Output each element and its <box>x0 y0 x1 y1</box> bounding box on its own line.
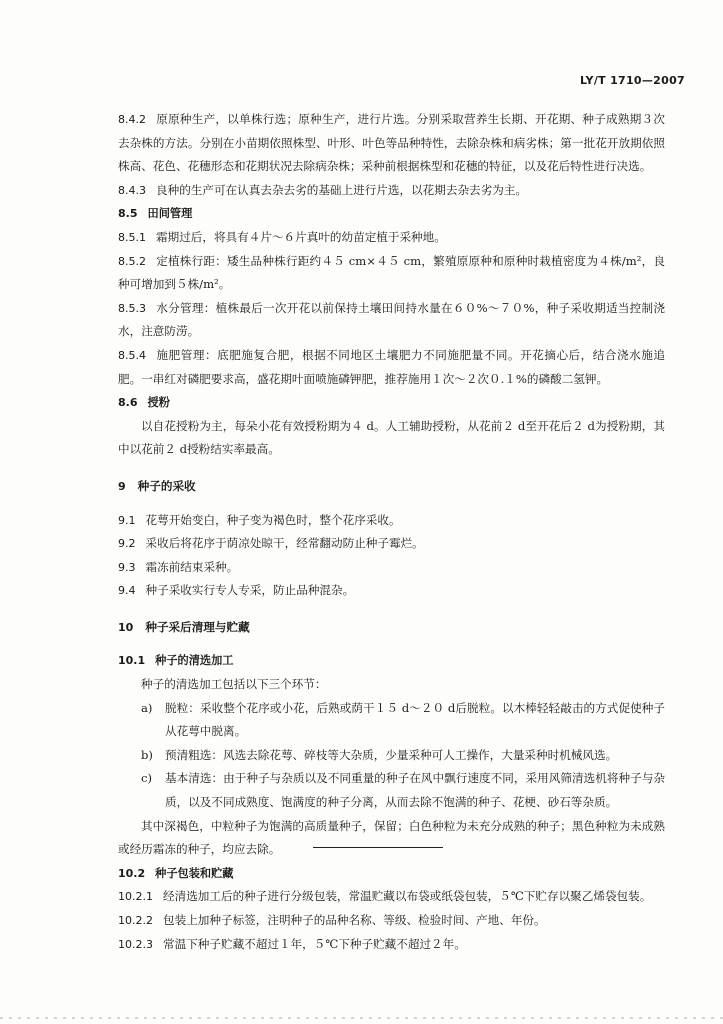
list-item <box>118 744 665 768</box>
clause-paragraph <box>118 297 665 344</box>
section-heading <box>118 616 665 640</box>
section-number: 10 <box>118 620 134 634</box>
clause-paragraph <box>118 885 665 909</box>
list-item-label: b) <box>141 747 153 762</box>
clause-number: 9.1 <box>118 513 136 527</box>
clause-paragraph <box>118 579 665 603</box>
body-text: 以自花授粉为主，每朵小花有效授粉期为４ d。人工辅助授粉，从花前２ d至开花后２ d为授粉期，其中以花前２ d授粉结实率最高。 <box>118 418 665 457</box>
body-text: 种子的清选加工包括以下三个环节： <box>141 677 327 692</box>
clause-number: 8.5.2 <box>118 254 146 268</box>
clause-paragraph <box>118 556 665 580</box>
clause-number: 10.2.3 <box>118 937 153 951</box>
end-of-standard-rule <box>313 847 443 848</box>
clause-paragraph <box>118 179 665 203</box>
section-heading <box>118 475 665 499</box>
subsection-heading <box>118 202 665 226</box>
subsection-title: 授粉 <box>147 396 170 410</box>
list-item <box>118 767 665 814</box>
clause-paragraph <box>118 226 665 250</box>
list-item-text: 预清粗选：风选去除花萼、碎枝等大杂质，少量采种可人工操作，大量采种时机械风选。 <box>165 747 618 762</box>
scan-edge-artifact <box>0 1017 723 1019</box>
subsection-number: 8.5 <box>118 207 138 221</box>
body-paragraph <box>118 815 665 862</box>
list-item-text: 脱粒：采收整个花序或小花，后熟或荫干１５ d～２０ d后脱粒。以木棒轻轻敲击的方式促使种子从花萼中脱离。 <box>165 700 665 739</box>
clause-paragraph <box>118 532 665 556</box>
clause-number: 8.4.3 <box>118 183 146 197</box>
clause-text: 原原种生产，以单株行选；原种生产，进行片选。分别采取营养生长期、开花期、种子成熟期３次去杂株的方法。分别在小苗期依照株型、叶形、叶色等品种特性，去除杂株和病劣株；第一批花开放期依照株高、花色、花穗形态和花期状况去除病杂株；采种前根据株型和花穗的特征，以及花后特性进行决选。 <box>118 112 665 174</box>
clause-text: 经清选加工后的种子进行分级包装，常温贮藏以布袋或纸袋包装，５℃下贮存以聚乙烯袋包装。 <box>163 889 652 904</box>
clause-text: 采收后将花序于荫凉处晾干，经常翻动防止种子霉烂。 <box>145 536 424 551</box>
document-body <box>118 108 665 956</box>
section-title: 种子采后清理与贮藏 <box>145 619 250 634</box>
list-item <box>118 697 665 744</box>
subsection-heading <box>118 649 665 673</box>
clause-number: 8.5.3 <box>118 301 146 315</box>
subsection-title: 种子的清选加工 <box>155 654 234 668</box>
clause-paragraph <box>118 344 665 391</box>
subsection-number: 8.6 <box>118 396 138 410</box>
body-text: 其中深褐色，中粒种子为饱满的高质量种子，保留；白色种粒为未充分成熟的种子；黑色种粒为未成熟或经历霜冻的种子，均应去除。 <box>118 818 665 857</box>
subsection-title: 种子包装和贮藏 <box>155 866 234 880</box>
clause-paragraph <box>118 933 665 957</box>
clause-number: 10.2.2 <box>118 914 153 927</box>
clause-text: 施肥管理：底肥施复合肥，根据不同地区土壤肥力不同施肥量不同。开花摘心后，结合浇水施追肥。一串红对磷肥要求高，盛花期叶面喷施磷钾肥，推荐施用１次～２次０.１%的磷酸二氢钾。 <box>118 347 665 386</box>
subsection-number: 10.1 <box>118 654 146 668</box>
clause-text: 种子采收实行专人专采，防止品种混杂。 <box>145 583 355 598</box>
subsection-heading <box>118 391 665 415</box>
subsection-number: 10.2 <box>118 866 146 880</box>
clause-paragraph <box>118 108 665 179</box>
clause-number: 9.3 <box>118 560 136 574</box>
clause-text: 包装上加种子标签，注明种子的品种名称、等级、检验时间、产地、年份。 <box>163 913 546 927</box>
subsection-heading <box>118 862 665 886</box>
clause-text: 水分管理：植株最后一次开花以前保持土壤田间持水量在６０%～７０%，种子采收期适当控制浇水，注意防涝。 <box>118 300 665 339</box>
clause-text: 花萼开始变白，种子变为褐色时，整个花序采收。 <box>145 512 401 527</box>
section-title: 种子的采收 <box>137 478 196 493</box>
subsection-title: 田间管理 <box>147 207 193 221</box>
clause-paragraph <box>118 509 665 533</box>
clause-text: 常温下种子贮藏不超过１年，５℃下种子贮藏不超过２年。 <box>163 936 466 951</box>
standard-code-header: LY/T 1710—2007 <box>579 74 685 87</box>
body-paragraph <box>118 415 665 462</box>
clause-text: 良种的生产可在认真去杂去劣的基础上进行片选，以花期去杂去劣为主。 <box>156 182 528 197</box>
list-item-label: a) <box>141 700 153 715</box>
clause-text: 定植株行距：矮生品种株行距约４５ cm×４５ cm，繁殖原原种和原种时栽植密度为４株/m²，良种可增加到５株/m²。 <box>118 253 665 292</box>
clause-paragraph <box>118 909 665 933</box>
clause-number: 9.4 <box>118 584 136 598</box>
clause-number: 9.2 <box>118 537 136 551</box>
clause-text: 霜期过后，将具有４片～６片真叶的幼苗定植于采种地。 <box>156 229 446 244</box>
list-item-text: 基本清选：由于种子与杂质以及不同重量的种子在风中飘行速度不同，采用风筛清选机将种子与杂质，以及不同成熟度、饱满度的种子分离，从而去除不饱满的种子、花梗、砂石等杂质。 <box>165 771 665 810</box>
section-number: 9 <box>118 479 126 493</box>
clause-paragraph <box>118 250 665 297</box>
clause-number: 8.5.4 <box>118 348 146 362</box>
body-paragraph <box>118 673 665 697</box>
clause-number: 10.2.1 <box>118 890 153 904</box>
clause-number: 8.5.1 <box>118 230 146 244</box>
clause-number: 8.4.2 <box>118 113 146 126</box>
clause-text: 霜冻前结束采种。 <box>145 559 239 574</box>
list-item-label: c) <box>141 771 153 786</box>
